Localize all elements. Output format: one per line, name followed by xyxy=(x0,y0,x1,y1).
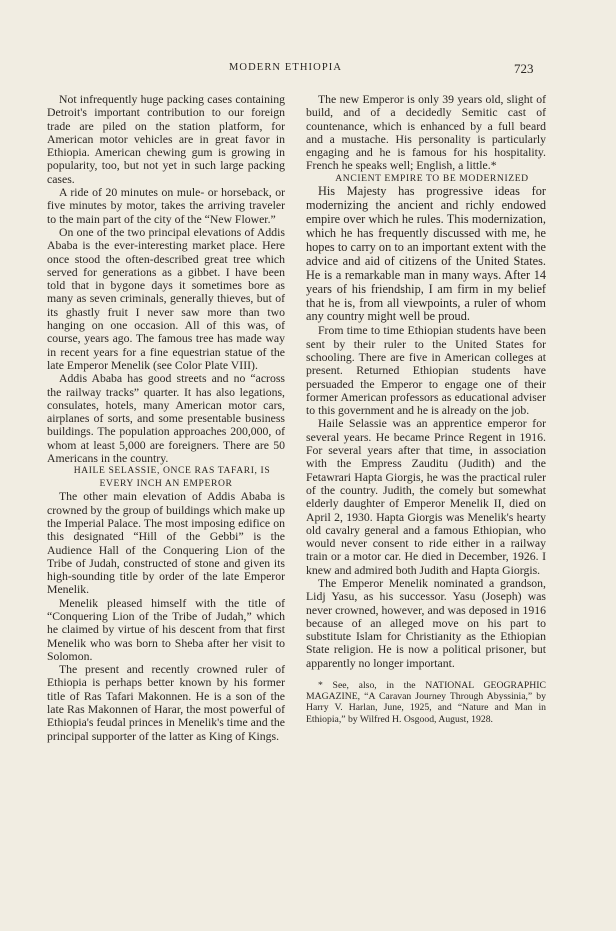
page-number: 723 xyxy=(514,61,534,76)
paragraph: The Emperor Menelik nominated a grandson, Lidj Yasu, as his successor. Yasu (Joseph) was never crowned, however, and was deposed in 1916 because of an alleged move on his part to substitute Islam for Christianity as the Ethiopian State religion. He is now a political prisoner, but apparently no longer important. xyxy=(306,576,546,670)
paragraph: Addis Ababa has good streets and no “across the railway tracks” quarter. It has also legations, consulates, hotels, many American motor cars, airplanes of sorts, and some presentable business buildings. The population approaches 200,000, of whom at least 5,000 are foreigners. There are 50 Americans in the country. xyxy=(47,372,285,466)
left-column xyxy=(47,93,285,743)
paragraph: From time to time Ethiopian students have been sent by their ruler to the United States for schooling. There are five in American colleges at present. Returned Ethiopian students have persuaded the Emperor to engage one of their former American professors as educational adviser to this government and he is already on the job. xyxy=(306,324,546,418)
running-head xyxy=(0,62,616,78)
section-subheading: HAILE SELASSIE, ONCE RAS TAFARI, IS EVERY INCH AN EMPEROR xyxy=(73,465,271,489)
paragraph: Haile Selassie was an apprentice emperor for several years. He became Prince Regent in 1916. For several years after that time, in association with the Empress Zauditu (Judith) and the Fetawrari Hapta Giorgis, he was the practical ruler of the country. Judith, the comely but somewhat elderly daughter of Emperor Menelik II, died on April 2, 1930. Hapta Giorgis was Menelik's hearty old cavalry general and a famous Ethiopian, who would never consent to ride either in a railway train or a motor car. He died in December, 1926. I knew and admired both Judith and Hapta Giorgis. xyxy=(306,417,546,577)
section-subheading: ANCIENT EMPIRE TO BE MODERNIZED xyxy=(335,172,529,184)
footnote: * See, also, in the NATIONAL GEOGRAPHIC MAGAZINE, “A Caravan Journey Through Abyssinia,” by Harry V. Harlan, June, 1925, and “Nature and Man in Ethiopia,” by Wilfred H. Osgood, August, 1928. xyxy=(306,680,546,725)
paragraph: On one of the two principal elevations of Addis Ababa is the ever-interesting market place. Here once stood the often-described great tree which served for generations as a gibbet. I have been told that in bygone days it sometimes bore as many as seven criminals, generally thieves, but of its ghastly fruit I never saw more than two hanging on one occasion. All of this was, of course, years ago. The famous tree has made way in recent years for a fine equestrian statue of the late Emperor Menelik (see Color Plate VIII). xyxy=(47,225,285,372)
paragraph: Not infrequently huge packing cases containing Detroit's important contribution to our foreign trade are piled on the station platform, for American motor vehicles are in great favor in Ethiopia. American chewing gum is growing in popularity, too, but not yet in such large packing cases. xyxy=(47,93,285,186)
paragraph: The other main elevation of Addis Ababa is crowned by the group of buildings which make up the Imperial Palace. The most imposing edifice on this designated “Hill of the Gebbi” is the Audience Hall of the Conquering Lion of the Tribe of Judah, constructed of stone and given its high-sounding title by order of the late Emperor Menelik. xyxy=(47,490,285,597)
paragraph: Menelik pleased himself with the title of “Conquering Lion of the Tribe of Judah,” which he claimed by virtue of his descent from that first Menelik who was born to Sheba after her visit to Solomon. xyxy=(47,596,285,663)
lead-paragraph: His Majesty has progressive ideas for modernizing the ancient and richly endowed empire over which he rules. This modernization, which he has frequently discussed with me, he hopes to carry on to an important extent with the advice and aid of citizens of the United States. He is a remarkable man in many ways. After 14 years of his friendship, I am firm in my belief that he is, from all viewpoints, a ruler of whom any country might well be proud. xyxy=(306,184,546,324)
paragraph: The new Emperor is only 39 years old, slight of build, and of a decidedly Semitic cast of countenance, which is enhanced by a full beard and a mustache. His personality is particularly engaging and he is famous for his hospitality. French he speaks well; English, a little.* xyxy=(306,93,546,173)
paragraph: A ride of 20 minutes on mule- or horseback, or five minutes by motor, takes the arriving traveler to the main part of the city of the “New Flower.” xyxy=(47,186,285,226)
running-title: MODERN ETHIOPIA xyxy=(229,62,343,73)
paragraph: The present and recently crowned ruler of Ethiopia is perhaps better known by his former title of Ras Tafari Makonnen. He is a son of the late Ras Makonnen of Harar, the most powerful of Ethiopia's feudal princes in Menelik's time and the principal supporter of the latter as King of Kings. xyxy=(47,663,285,743)
right-column xyxy=(306,93,546,725)
